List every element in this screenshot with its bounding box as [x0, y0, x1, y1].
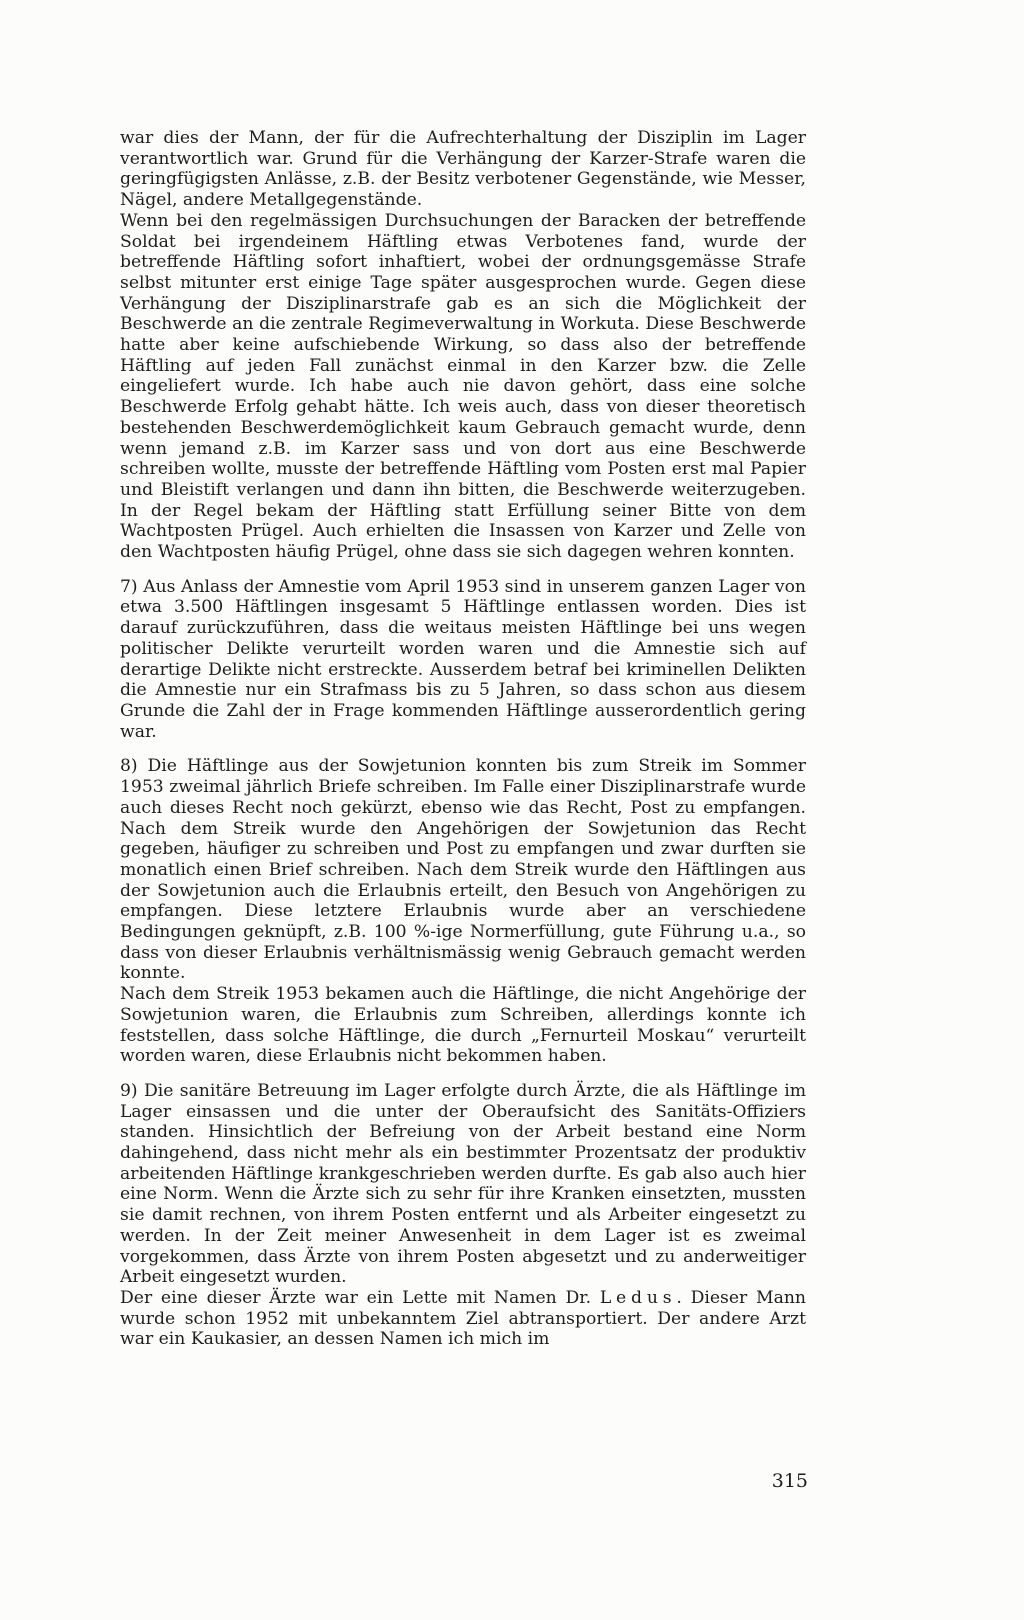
paragraph-9-sanitaere-betreuung: 9) Die sanitäre Betreuung im Lager erfolgte durch Ärzte, die als Häftlinge im Lager einsassen und die unter der Oberaufsicht des Sanitäts-Offiziers standen. Hinsichtlich der Befreiung von der Arbeit bestand eine Norm dahingehend, dass nicht mehr als ein bestimmter Prozentsatz der produktiv arbeitenden Häftlinge krankgeschrieben werden durfte. Es gab also auch hier eine Norm. Wenn die Ärzte sich zu sehr für ihre Kranken einsetzten, mussten sie damit rechnen, von ihrem Posten entfernt und als Arbeiter eingesetzt zu werden. In der Zeit meiner Anwesenheit in dem Lager ist es zweimal vorgekommen, dass Ärzte von ihrem Posten abgesetzt und zu anderweitiger Arbeit eingesetzt wurden.	[120, 1080, 806, 1288]
aerzte-text-before: Der eine dieser Ärzte war ein Lette mit Namen Dr.	[120, 1287, 600, 1308]
paragraph-7-amnestie: 7) Aus Anlass der Amnestie vom April 1953 sind in unserem ganzen Lager von etwa 3.500 Häftlingen insgesamt 5 Häftlinge entlassen worden. Dies ist darauf zurückzuführen, dass die weitaus meisten Häftlinge bei uns wegen politischer Delikte verurteilt worden waren und die Amnestie sich auf derartige Delikte nicht erstreckte. Ausserdem betraf bei kriminellen Delikten die Amnestie nur ein Strafmass bis zu 5 Jahren, so dass schon aus diesem Grunde die Zahl der in Frage kommenden Häftlinge ausserordentlich gering war.	[120, 576, 806, 742]
doctor-name: Ledus	[599, 1287, 677, 1308]
page-number: 315	[771, 1470, 808, 1492]
aerzte-text-after: . Dieser Mann wurde schon 1952 mit unbekanntem Ziel abtransportiert. Der andere Arzt war ein Kaukasier, an dessen Namen ich mich im	[120, 1287, 806, 1350]
paragraph-durchsuchungen: Wenn bei den regelmässigen Durchsuchungen der Baracken der betreffende Soldat bei irgendeinem Häftling etwas Verbotenes fand, wurde der betreffende Häftling sofort inhaftiert, wobei der ordnungsgemässe Strafe selbst mitunter erst einige Tage später ausgesprochen wurde. Gegen diese Verhängung der Disziplinarstrafe gab es an sich die Möglichkeit der Beschwerde an die zentrale Regimeverwaltung in Workuta. Diese Beschwerde hatte aber keine aufschiebende Wirkung, so dass also der betreffende Häftling auf jeden Fall zunächst einmal in den Karzer bzw. die Zelle eingeliefert wurde. Ich habe auch nie davon gehört, dass eine solche Beschwerde Erfolg gehabt hätte. Ich weis auch, dass von dieser theoretisch bestehenden Beschwerdemöglichkeit kaum Gebrauch gemacht wurde, denn wenn jemand z.B. im Karzer sass und von dort aus eine Beschwerde schreiben wollte, musste der betreffende Häftling vom Posten erst mal Papier und Bleistift verlangen und dann ihn bitten, die Beschwerde weiterzugeben. In der Regel bekam der Häftling statt Erfüllung seiner Bitte von dem Wachtposten Prügel. Auch erhielten die Insassen von Karzer und Zelle von den Wachtposten häufig Prügel, ohne dass sie sich dagegen wehren konnten.	[120, 210, 806, 563]
paragraph-aerzte	[120, 1288, 806, 1350]
paragraph-8-briefe: 8) Die Häftlinge aus der Sowjetunion konnten bis zum Streik im Sommer 1953 zweimal jährlich Briefe schreiben. Im Falle einer Disziplinarstrafe wurde auch dieses Recht noch gekürzt, ebenso wie das Recht, Post zu empfangen. Nach dem Streik wurde den Angehörigen der Sowjetunion das Recht gegeben, häufiger zu schreiben und Post zu empfangen und zwar durften sie monatlich einen Brief schreiben. Nach dem Streik wurde den Häftlingen aus der Sowjetunion auch die Erlaubnis erteilt, den Besuch von Angehörigen zu empfangen. Diese letztere Erlaubnis wurde aber an verschiedene Bedingungen geknüpft, z.B. 100 %-ige Normerfüllung, gute Führung u.a., so dass von dieser Erlaubnis verhältnismässig wenig Gebrauch gemacht werden konnte.	[120, 756, 806, 984]
body-text	[120, 128, 806, 1350]
paragraph-nach-dem-streik: Nach dem Streik 1953 bekamen auch die Häftlinge, die nicht Angehörige der Sowjetunion waren, die Erlaubnis zum Schreiben, allerdings konnte ich feststellen, dass solche Häftlinge, die durch „Fernurteil Moskau“ verurteilt worden waren, diese Erlaubnis nicht bekommen haben.	[120, 984, 806, 1067]
paragraph-karzer-strafe: war dies der Mann, der für die Aufrechterhaltung der Disziplin im Lager verantwortlich war. Grund für die Verhängung der Karzer-Strafe waren die geringfügigsten Anlässe, z.B. der Besitz verbotener Gegenstände, wie Messer, Nägel, andere Metallgegenstände.	[120, 128, 806, 211]
